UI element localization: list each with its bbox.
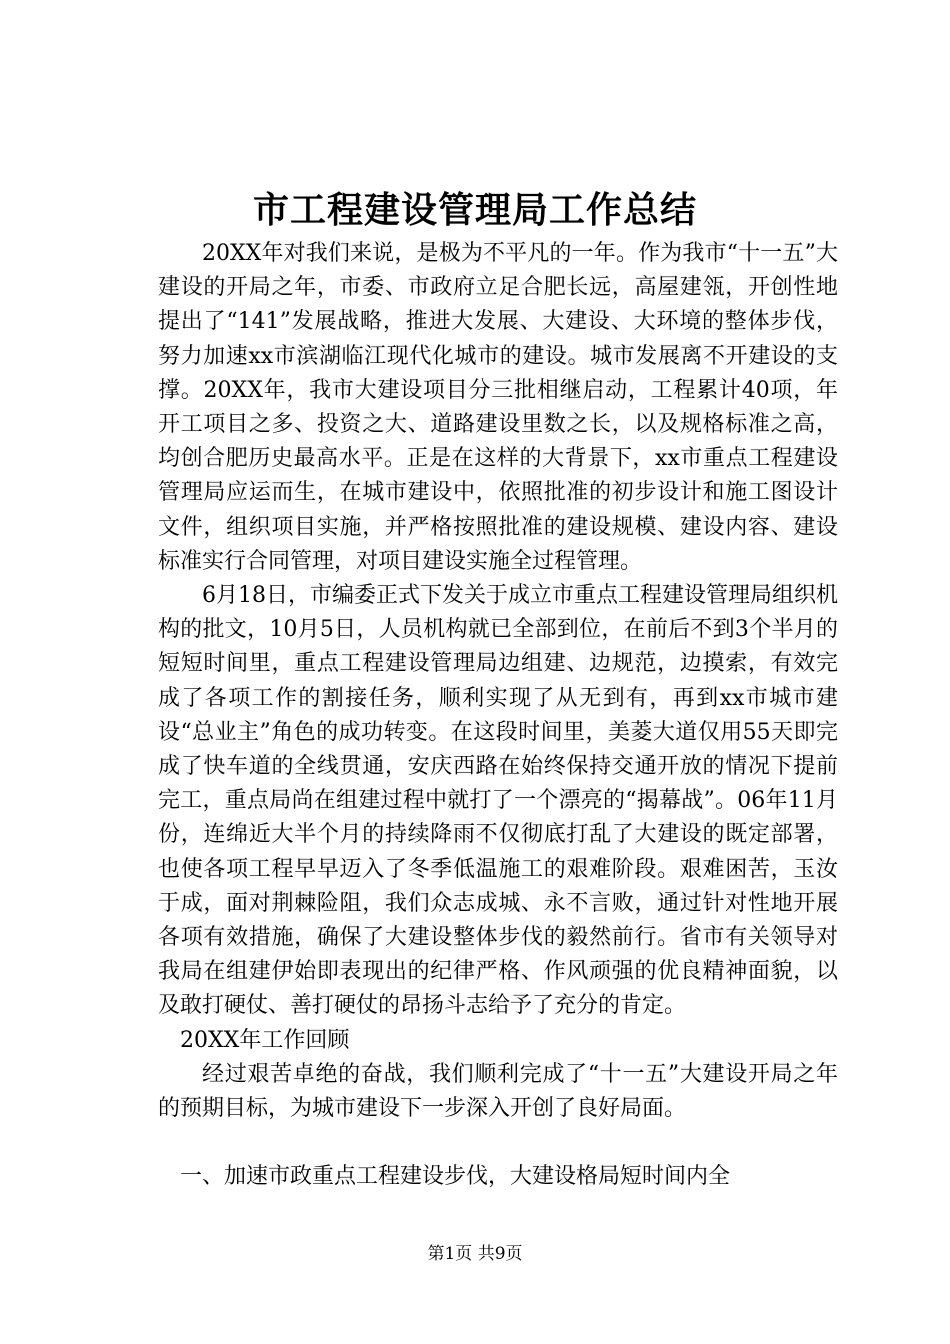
document-body xyxy=(158,237,838,1194)
paragraph-establishment: 6月18日，市编委正式下发关于成立市重点工程建设管理局组织机构的批文，10月5日，人员机构就已全部到位，在前后不到3个半月的短短时间里，重点工程建设管理局边组建、边规范，边摸索，有效完成了各项工作的割接任务，顺利实现了从无到有，再到xx市城市建设“总业主”角色的成功转变。在这段时间里，美菱大道仅用55天即完成了快车道的全线贯通，安庆西路在始终保持交通开放的情况下提前完工，重点局尚在组建过程中就打了一个漂亮的“揭幕战”。06年11月份，连绵近大半个月的持续降雨不仅彻底打乱了大建设的既定部署，也使各项工程早早迈入了冬季低温施工的艰难阶段。艰难困苦，玉汝于成，面对荆棘险阻，我们众志成城、永不言败，通过针对性地开展各项有效措施，确保了大建设整体步伐的毅然前行。省市有关领导对我局在组建伊始即表现出的纪律严格、作风顽强的优良精神面貌，以及敢打硬仗、善打硬仗的昂扬斗志给予了充分的肯定。 xyxy=(158,583,838,1019)
section-heading-one: 一、加速市政重点工程建设步伐，大建设格局短时间内全 xyxy=(180,1164,731,1190)
document-title: 市工程建设管理局工作总结 xyxy=(252,189,697,231)
paragraph-review: 经过艰苦卓绝的奋战，我们顺利完成了“十一五”大建设开局之年的预期目标，为城市建设下一步深入开创了良好局面。 xyxy=(158,1061,838,1122)
paragraph-intro: 20XX年对我们来说，是极为不平凡的一年。作为我市“十一五”大建设的开局之年，市委、市政府立足合肥长远，高屋建瓴，开创性地提出了“141”发展战略，推进大发展、大建设、大环境的整体步伐，努力加速xx市滨湖临江现代化城市的建设。城市发展离不开建设的支撑。20XX年，我市大建设项目分三批相继启动，工程累计40项，年开工项目之多、投资之大、道路建设里数之长，以及规格标准之高，均创合肥历史最高水平。正是在这样的大背景下，xx市重点工程建设管理局应运而生，在城市建设中，依照批准的初步设计和施工图设计文件，组织项目实施，并严格按照批准的建设规模、建设内容、建设标准实行合同管理，对项目建设实施全过程管理。 xyxy=(158,241,838,574)
review-heading: 20XX年工作回顾 xyxy=(180,1027,350,1053)
page-number-footer: 第1页 共9页 xyxy=(427,1244,523,1264)
